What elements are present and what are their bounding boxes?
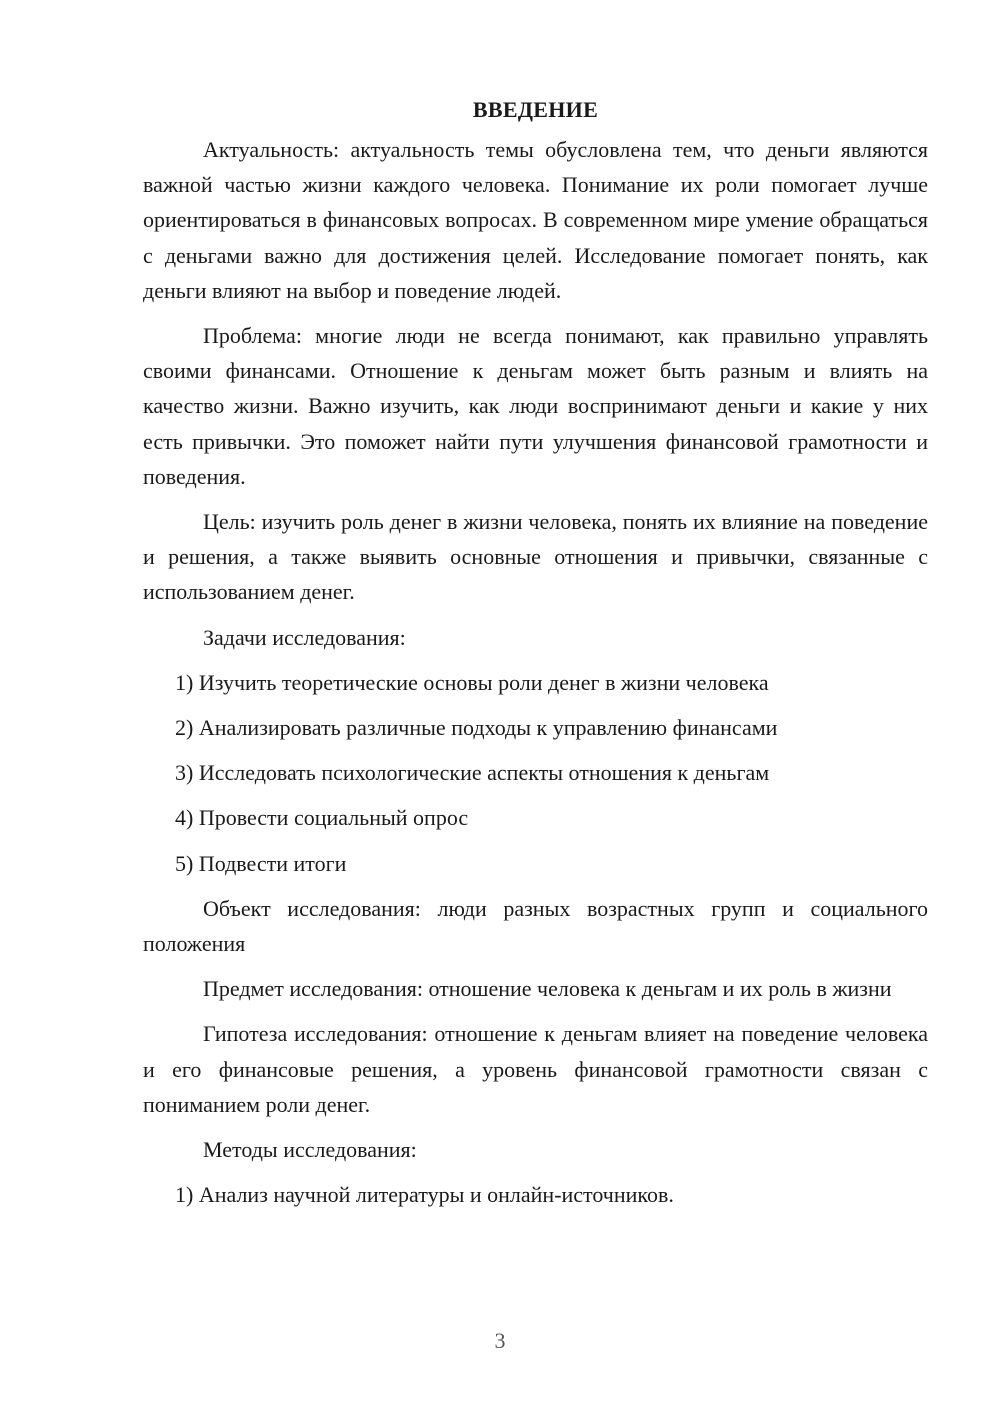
task-item-2: 2) Анализировать различные подходы к управлению финансами — [175, 715, 778, 741]
method-item-1: 1) Анализ научной литературы и онлайн-источников. — [175, 1182, 674, 1208]
document-page — [143, 88, 928, 1222]
paragraph-relevance: Актуальность: актуальность темы обусловлена тем, что деньги являются важной частью жизни каждого человека. Понимание их роли помогает лучше ориентироваться в финансовых вопросах. В современном мире умение обращаться с деньгами важно для достижения целей. Исследование помогает понять, как деньги влияют на выбор и поведение людей. — [143, 137, 928, 303]
paragraph-subject: Предмет исследования: отношение человека к деньгам и их роль в жизни — [203, 976, 892, 1002]
paragraph-object: Объект исследования: люди разных возрастных групп и социального положения — [143, 895, 928, 957]
task-item-5: 5) Подвести итоги — [175, 850, 347, 876]
task-item-1: 1) Изучить теоретические основы роли денег в жизни человека — [175, 669, 769, 695]
paragraph-goal: Цель: изучить роль денег в жизни человека, понять их влияние на поведение и решения, а также выявить основные отношения и привычки, связанные с использованием денег. — [143, 509, 928, 605]
page-number: 3 — [494, 1328, 506, 1353]
paragraph-problem: Проблема: многие люди не всегда понимают, как правильно управлять своими финансами. Отношение к деньгам может быть разным и влиять на качество жизни. Важно изучить, как люди воспринимают деньги и какие у них есть привычки. Это поможет найти пути улучшения финансовой грамотности и поведения. — [143, 323, 928, 489]
paragraph-hypothesis: Гипотеза исследования: отношение к деньгам влияет на поведение человека и его финансовые решения, а уровень финансовой грамотности связан с пониманием роли денег. — [143, 1021, 928, 1117]
methods-heading: Методы исследования: — [203, 1137, 417, 1163]
task-item-4: 4) Провести социальный опрос — [175, 805, 469, 831]
tasks-heading: Задачи исследования: — [203, 624, 406, 650]
task-item-3: 3) Исследовать психологические аспекты отношения к деньгам — [175, 760, 770, 786]
section-title: ВВЕДЕНИЕ — [472, 97, 599, 122]
